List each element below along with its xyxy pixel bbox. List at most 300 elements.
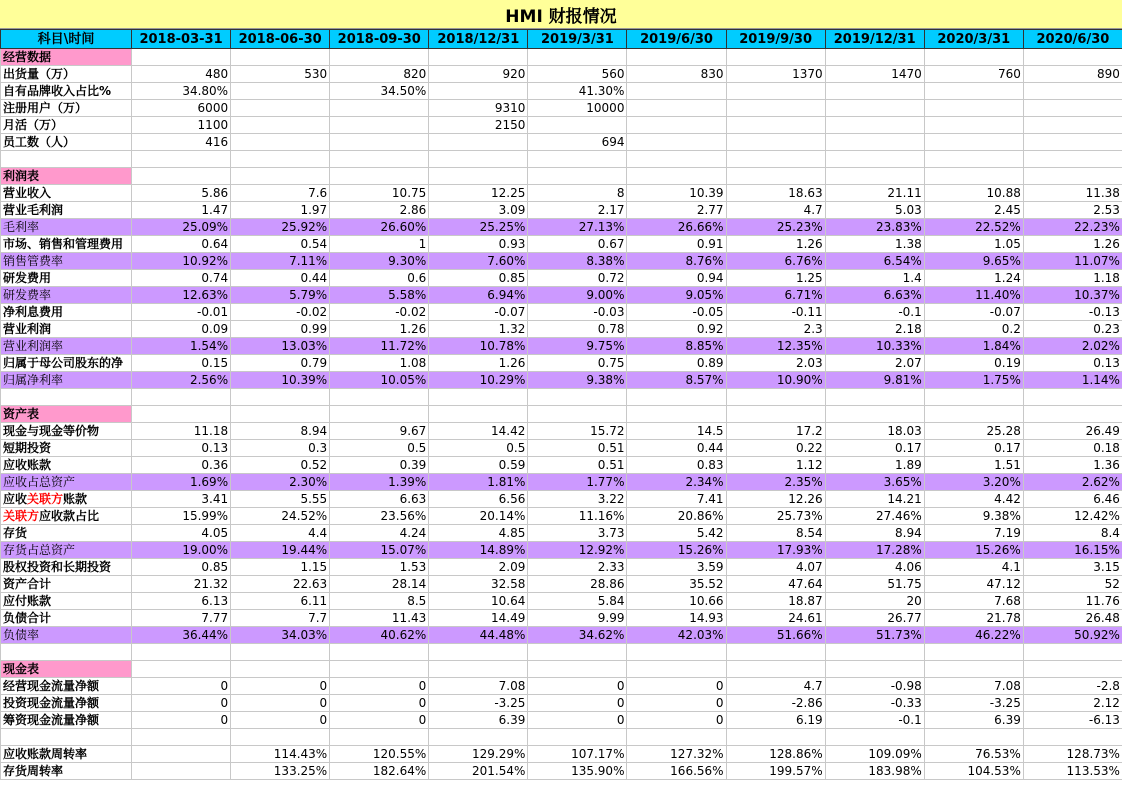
value-cell[interactable]: 21.11 [825,185,924,202]
value-cell[interactable]: 4.06 [825,559,924,576]
empty-cell[interactable] [726,729,825,746]
value-cell[interactable]: 3.59 [627,559,726,576]
empty-cell[interactable] [726,151,825,168]
value-cell[interactable]: 1.15 [231,559,330,576]
value-cell[interactable]: 17.28% [825,542,924,559]
row-label[interactable]: 负债合计 [1,610,132,627]
value-cell[interactable]: 0.23 [1023,321,1122,338]
empty-cell[interactable] [231,389,330,406]
value-cell[interactable] [231,100,330,117]
empty-cell[interactable] [1,389,132,406]
value-cell[interactable]: 1.84% [924,338,1023,355]
value-cell[interactable]: 182.64% [330,763,429,780]
value-cell[interactable]: 0.36 [132,457,231,474]
value-cell[interactable]: 28.86 [528,576,627,593]
empty-cell[interactable] [132,389,231,406]
empty-cell[interactable] [924,729,1023,746]
value-cell[interactable]: 4.7 [726,202,825,219]
value-cell[interactable]: 0.39 [330,457,429,474]
value-cell[interactable]: 25.92% [231,219,330,236]
value-cell[interactable]: 6.54% [825,253,924,270]
value-cell[interactable]: 0 [132,678,231,695]
value-cell[interactable]: 1.81% [429,474,528,491]
value-cell[interactable]: 24.52% [231,508,330,525]
value-cell[interactable]: 2.12 [1023,695,1122,712]
value-cell[interactable]: 17.2 [726,423,825,440]
value-cell[interactable]: 4.1 [924,559,1023,576]
empty-cell[interactable] [825,729,924,746]
value-cell[interactable]: 8 [528,185,627,202]
value-cell[interactable]: 14.93 [627,610,726,627]
empty-cell[interactable] [726,168,825,185]
value-cell[interactable]: 0.2 [924,321,1023,338]
value-cell[interactable]: 760 [924,66,1023,83]
value-cell[interactable]: 109.09% [825,746,924,763]
value-cell[interactable]: 1.53 [330,559,429,576]
empty-cell[interactable] [1,151,132,168]
value-cell[interactable]: 8.76% [627,253,726,270]
empty-cell[interactable] [528,406,627,423]
value-cell[interactable]: -2.8 [1023,678,1122,695]
value-cell[interactable]: 129.29% [429,746,528,763]
value-cell[interactable]: 1 [330,236,429,253]
value-cell[interactable]: 4.07 [726,559,825,576]
section-header[interactable]: 现金表 [1,661,132,678]
value-cell[interactable]: 18.03 [825,423,924,440]
value-cell[interactable]: 113.53% [1023,763,1122,780]
value-cell[interactable]: 2.86 [330,202,429,219]
empty-cell[interactable] [429,729,528,746]
value-cell[interactable] [1023,83,1122,100]
empty-cell[interactable] [231,644,330,661]
value-cell[interactable]: 23.56% [330,508,429,525]
empty-cell[interactable] [132,151,231,168]
value-cell[interactable]: 40.62% [330,627,429,644]
sheet-title[interactable]: HMI 财报情况 [0,0,1122,29]
value-cell[interactable]: 15.07% [330,542,429,559]
value-cell[interactable]: 6.94% [429,287,528,304]
value-cell[interactable]: 920 [429,66,528,83]
value-cell[interactable]: 0.64 [132,236,231,253]
value-cell[interactable]: 560 [528,66,627,83]
value-cell[interactable]: 120.55% [330,746,429,763]
value-cell[interactable]: 0.74 [132,270,231,287]
value-cell[interactable]: 12.26 [726,491,825,508]
value-cell[interactable]: 0.19 [924,355,1023,372]
empty-cell[interactable] [429,644,528,661]
value-cell[interactable]: 50.92% [1023,627,1122,644]
row-label[interactable]: 应收账款周转率 [1,746,132,763]
value-cell[interactable]: 13.03% [231,338,330,355]
row-label[interactable]: 销售管费率 [1,253,132,270]
value-cell[interactable]: 16.15% [1023,542,1122,559]
value-cell[interactable]: 10.64 [429,593,528,610]
value-cell[interactable]: 0.13 [1023,355,1122,372]
value-cell[interactable]: 0.85 [429,270,528,287]
value-cell[interactable]: 0.09 [132,321,231,338]
value-cell[interactable]: 27.46% [825,508,924,525]
value-cell[interactable]: 128.86% [726,746,825,763]
value-cell[interactable]: 11.43 [330,610,429,627]
value-cell[interactable]: 35.52 [627,576,726,593]
value-cell[interactable]: 23.83% [825,219,924,236]
empty-cell[interactable] [330,644,429,661]
empty-cell[interactable] [825,389,924,406]
value-cell[interactable]: 107.17% [528,746,627,763]
value-cell[interactable]: 133.25% [231,763,330,780]
value-cell[interactable]: 1370 [726,66,825,83]
empty-cell[interactable] [528,644,627,661]
value-cell[interactable] [627,117,726,134]
value-cell[interactable]: 1.32 [429,321,528,338]
date-header[interactable]: 2019/12/31 [825,30,924,49]
value-cell[interactable] [1023,134,1122,151]
value-cell[interactable]: 0.91 [627,236,726,253]
value-cell[interactable]: 36.44% [132,627,231,644]
empty-cell[interactable] [627,406,726,423]
row-label[interactable]: 现金与现金等价物 [1,423,132,440]
value-cell[interactable]: 830 [627,66,726,83]
value-cell[interactable]: 52 [1023,576,1122,593]
value-cell[interactable]: 22.52% [924,219,1023,236]
value-cell[interactable]: 4.7 [726,678,825,695]
value-cell[interactable]: 0.59 [429,457,528,474]
row-label[interactable]: 应收账款 [1,457,132,474]
row-label[interactable]: 研发费率 [1,287,132,304]
value-cell[interactable]: 7.08 [429,678,528,695]
row-label[interactable]: 注册用户（万） [1,100,132,117]
value-cell[interactable]: 11.07% [1023,253,1122,270]
value-cell[interactable]: 2.34% [627,474,726,491]
value-cell[interactable]: 820 [330,66,429,83]
row-label[interactable]: 市场、销售和管理费用 [1,236,132,253]
value-cell[interactable]: 0.72 [528,270,627,287]
value-cell[interactable]: 0.94 [627,270,726,287]
value-cell[interactable]: 15.72 [528,423,627,440]
value-cell[interactable]: 19.00% [132,542,231,559]
value-cell[interactable]: 1.26 [429,355,528,372]
value-cell[interactable]: 34.50% [330,83,429,100]
value-cell[interactable]: 76.53% [924,746,1023,763]
value-cell[interactable]: 0.79 [231,355,330,372]
value-cell[interactable]: 2.07 [825,355,924,372]
value-cell[interactable] [429,134,528,151]
value-cell[interactable]: 10.78% [429,338,528,355]
empty-cell[interactable] [330,168,429,185]
value-cell[interactable]: 11.76 [1023,593,1122,610]
row-label[interactable] [1,491,132,508]
value-cell[interactable] [231,83,330,100]
empty-cell[interactable] [627,644,726,661]
value-cell[interactable]: 11.18 [132,423,231,440]
value-cell[interactable]: 0.17 [924,440,1023,457]
empty-cell[interactable] [924,644,1023,661]
value-cell[interactable]: 26.48 [1023,610,1122,627]
value-cell[interactable]: 25.28 [924,423,1023,440]
value-cell[interactable]: 2.3 [726,321,825,338]
value-cell[interactable]: 7.60% [429,253,528,270]
value-cell[interactable]: 0.44 [231,270,330,287]
empty-cell[interactable] [528,729,627,746]
value-cell[interactable]: 6.71% [726,287,825,304]
value-cell[interactable]: 47.64 [726,576,825,593]
value-cell[interactable]: 4.85 [429,525,528,542]
value-cell[interactable]: 0 [528,695,627,712]
value-cell[interactable]: 2.35% [726,474,825,491]
value-cell[interactable]: 416 [132,134,231,151]
row-label[interactable]: 净利息费用 [1,304,132,321]
value-cell[interactable]: 8.4 [1023,525,1122,542]
value-cell[interactable]: 26.60% [330,219,429,236]
empty-cell[interactable] [924,168,1023,185]
value-cell[interactable]: 15.26% [924,542,1023,559]
value-cell[interactable]: 1470 [825,66,924,83]
row-label[interactable]: 毛利率 [1,219,132,236]
value-cell[interactable]: 12.25 [429,185,528,202]
value-cell[interactable]: 11.72% [330,338,429,355]
value-cell[interactable]: 0.18 [1023,440,1122,457]
value-cell[interactable]: 480 [132,66,231,83]
value-cell[interactable]: -0.07 [924,304,1023,321]
value-cell[interactable] [825,134,924,151]
value-cell[interactable]: 1.51 [924,457,1023,474]
value-cell[interactable]: 12.35% [726,338,825,355]
row-label[interactable]: 营业利润率 [1,338,132,355]
value-cell[interactable] [825,100,924,117]
row-label[interactable]: 短期投资 [1,440,132,457]
value-cell[interactable]: 21.32 [132,576,231,593]
date-header[interactable]: 2020/6/30 [1023,30,1122,49]
row-label[interactable]: 投资现金流量净额 [1,695,132,712]
value-cell[interactable]: 22.63 [231,576,330,593]
value-cell[interactable]: 0 [231,712,330,729]
empty-cell[interactable] [330,729,429,746]
value-cell[interactable]: 0.22 [726,440,825,457]
value-cell[interactable]: 6.39 [924,712,1023,729]
value-cell[interactable]: 9.81% [825,372,924,389]
value-cell[interactable]: 2.03 [726,355,825,372]
value-cell[interactable]: 32.58 [429,576,528,593]
value-cell[interactable]: 10.05% [330,372,429,389]
value-cell[interactable] [528,117,627,134]
value-cell[interactable] [924,100,1023,117]
value-cell[interactable]: 51.73% [825,627,924,644]
value-cell[interactable]: 18.63 [726,185,825,202]
value-cell[interactable] [924,134,1023,151]
value-cell[interactable]: 25.25% [429,219,528,236]
value-cell[interactable]: 10000 [528,100,627,117]
value-cell[interactable]: 0 [231,678,330,695]
value-cell[interactable] [132,763,231,780]
value-cell[interactable]: 9.99 [528,610,627,627]
value-cell[interactable]: 0 [627,678,726,695]
value-cell[interactable]: 3.41 [132,491,231,508]
value-cell[interactable]: 10.29% [429,372,528,389]
value-cell[interactable] [726,117,825,134]
row-label[interactable]: 营业利润 [1,321,132,338]
value-cell[interactable]: 7.11% [231,253,330,270]
value-cell[interactable]: 0.99 [231,321,330,338]
value-cell[interactable]: 114.43% [231,746,330,763]
value-cell[interactable]: 4.4 [231,525,330,542]
value-cell[interactable]: 44.48% [429,627,528,644]
value-cell[interactable]: 2.18 [825,321,924,338]
empty-cell[interactable] [1023,49,1122,66]
empty-cell[interactable] [429,661,528,678]
value-cell[interactable]: 22.23% [1023,219,1122,236]
empty-cell[interactable] [231,151,330,168]
value-cell[interactable]: 0.3 [231,440,330,457]
value-cell[interactable]: 2.17 [528,202,627,219]
value-cell[interactable] [726,134,825,151]
value-cell[interactable]: 1.38 [825,236,924,253]
value-cell[interactable]: 1.25 [726,270,825,287]
value-cell[interactable]: 10.92% [132,253,231,270]
value-cell[interactable]: 5.55 [231,491,330,508]
value-cell[interactable]: 2.77 [627,202,726,219]
value-cell[interactable]: 1.26 [1023,236,1122,253]
value-cell[interactable]: 12.63% [132,287,231,304]
value-cell[interactable]: 42.03% [627,627,726,644]
value-cell[interactable]: 6.56 [429,491,528,508]
value-cell[interactable]: 2.30% [231,474,330,491]
value-cell[interactable]: 1.08 [330,355,429,372]
value-cell[interactable]: 7.19 [924,525,1023,542]
value-cell[interactable]: 4.24 [330,525,429,542]
value-cell[interactable]: 24.61 [726,610,825,627]
value-cell[interactable]: 3.20% [924,474,1023,491]
row-label[interactable]: 营业收入 [1,185,132,202]
value-cell[interactable] [627,134,726,151]
value-cell[interactable]: -0.07 [429,304,528,321]
empty-cell[interactable] [924,661,1023,678]
row-label[interactable]: 月活（万） [1,117,132,134]
value-cell[interactable]: 128.73% [1023,746,1122,763]
value-cell[interactable]: 0 [330,695,429,712]
value-cell[interactable]: 5.79% [231,287,330,304]
value-cell[interactable]: 27.13% [528,219,627,236]
value-cell[interactable]: 8.54 [726,525,825,542]
empty-cell[interactable] [1023,151,1122,168]
value-cell[interactable]: 15.26% [627,542,726,559]
value-cell[interactable]: -3.25 [924,695,1023,712]
section-header[interactable]: 资产表 [1,406,132,423]
value-cell[interactable]: 20.86% [627,508,726,525]
value-cell[interactable]: 14.49 [429,610,528,627]
value-cell[interactable] [1023,100,1122,117]
value-cell[interactable]: 10.33% [825,338,924,355]
value-cell[interactable]: 0.54 [231,236,330,253]
value-cell[interactable]: 199.57% [726,763,825,780]
row-label[interactable]: 营业毛利润 [1,202,132,219]
value-cell[interactable]: 6.76% [726,253,825,270]
value-cell[interactable]: 0.17 [825,440,924,457]
empty-cell[interactable] [924,49,1023,66]
value-cell[interactable]: 0.92 [627,321,726,338]
value-cell[interactable]: 0.52 [231,457,330,474]
value-cell[interactable]: 1.36 [1023,457,1122,474]
value-cell[interactable] [231,134,330,151]
corner-header[interactable]: 科目\时间 [1,30,132,49]
empty-cell[interactable] [924,406,1023,423]
value-cell[interactable]: 9.65% [924,253,1023,270]
value-cell[interactable]: 28.14 [330,576,429,593]
value-cell[interactable]: 6000 [132,100,231,117]
date-header[interactable]: 2019/3/31 [528,30,627,49]
value-cell[interactable]: -2.86 [726,695,825,712]
value-cell[interactable]: 1.75% [924,372,1023,389]
empty-cell[interactable] [825,661,924,678]
value-cell[interactable]: 9.38% [924,508,1023,525]
value-cell[interactable]: 201.54% [429,763,528,780]
empty-cell[interactable] [528,389,627,406]
value-cell[interactable]: 1.4 [825,270,924,287]
empty-cell[interactable] [924,389,1023,406]
empty-cell[interactable] [1023,661,1122,678]
value-cell[interactable]: 2.56% [132,372,231,389]
empty-cell[interactable] [528,661,627,678]
value-cell[interactable]: 2150 [429,117,528,134]
value-cell[interactable]: 2.45 [924,202,1023,219]
row-label[interactable]: 存货占总资产 [1,542,132,559]
value-cell[interactable]: 10.39% [231,372,330,389]
value-cell[interactable]: -0.1 [825,304,924,321]
value-cell[interactable]: 47.12 [924,576,1023,593]
section-header[interactable]: 利润表 [1,168,132,185]
value-cell[interactable]: 0.5 [429,440,528,457]
row-label[interactable]: 研发费用 [1,270,132,287]
value-cell[interactable]: 8.38% [528,253,627,270]
value-cell[interactable] [132,746,231,763]
empty-cell[interactable] [1023,168,1122,185]
empty-cell[interactable] [627,729,726,746]
empty-cell[interactable] [1,729,132,746]
value-cell[interactable]: 1.26 [330,321,429,338]
value-cell[interactable]: 14.89% [429,542,528,559]
value-cell[interactable]: -6.13 [1023,712,1122,729]
value-cell[interactable]: 26.66% [627,219,726,236]
value-cell[interactable]: 166.56% [627,763,726,780]
value-cell[interactable]: -0.03 [528,304,627,321]
value-cell[interactable]: 10.37% [1023,287,1122,304]
value-cell[interactable]: 21.78 [924,610,1023,627]
value-cell[interactable]: 0.5 [330,440,429,457]
value-cell[interactable]: 19.44% [231,542,330,559]
value-cell[interactable]: 1.69% [132,474,231,491]
empty-cell[interactable] [231,49,330,66]
value-cell[interactable]: 12.92% [528,542,627,559]
empty-cell[interactable] [132,406,231,423]
value-cell[interactable]: 1.26 [726,236,825,253]
value-cell[interactable]: 0.89 [627,355,726,372]
value-cell[interactable]: 6.19 [726,712,825,729]
date-header[interactable]: 2019/6/30 [627,30,726,49]
value-cell[interactable]: 18.87 [726,593,825,610]
value-cell[interactable]: 2.62% [1023,474,1122,491]
value-cell[interactable]: 6.63 [330,491,429,508]
value-cell[interactable]: 0.44 [627,440,726,457]
value-cell[interactable]: 6.11 [231,593,330,610]
value-cell[interactable]: 1.39% [330,474,429,491]
value-cell[interactable]: 17.93% [726,542,825,559]
value-cell[interactable]: 127.32% [627,746,726,763]
value-cell[interactable]: 0.78 [528,321,627,338]
value-cell[interactable]: -0.13 [1023,304,1122,321]
value-cell[interactable]: 3.73 [528,525,627,542]
value-cell[interactable]: 10.66 [627,593,726,610]
empty-cell[interactable] [330,151,429,168]
value-cell[interactable]: 41.30% [528,83,627,100]
